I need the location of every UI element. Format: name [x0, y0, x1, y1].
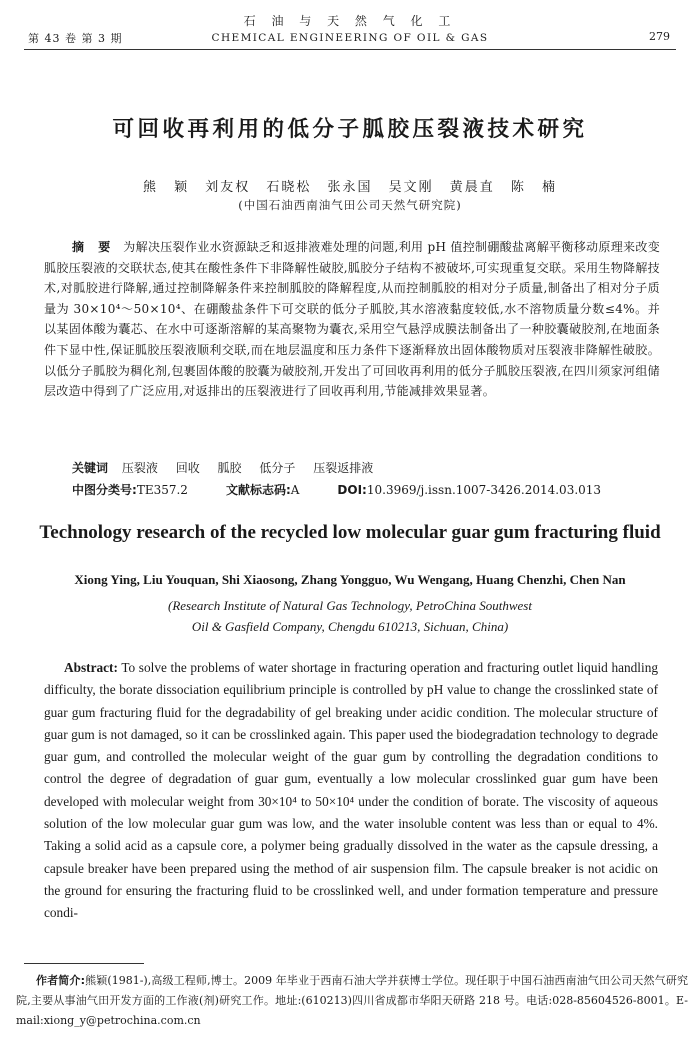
journal-name [0, 12, 700, 44]
abstract-cn-text: 为解决压裂作业水资源缺乏和返排液难处理的问题,利用 pH 值控制硼酸盐离解平衡移动原理来改变胍胶压裂液的交联状态,使其在酸性条件下非降解性破胶,胍胶分子结构不被破坏,可实现重复交联。采用生物降解技术,对胍胶进行降解,通过控制降解条件来控制胍胶的降解程度,从而控制胍胶的相对分子质量,制备出了相对分子质量为 30×10⁴～50×10⁴、在硼酸盐条件下可交联的低分子胍胶,其水溶液黏度较低,水不溶物质量分数≤4%。并以某固体酸为囊芯、在水中可逐渐溶解的某高聚物为囊衣,采用空气悬浮成膜法制备出了一种胶囊破胶剂,在地面条件下显中性,保证胍胶压裂液顺利交联,而在地层温度和压力条件下逐渐释放出固体酸物质对压裂液非降解性破胶。以低分子胍胶为稠化剂,包裹固体酸的胶囊为破胶剂,开发出了可回收再利用的低分子胍胶压裂液,在四川须家河组储层改造中得到了广泛应用,对返排出的压裂液进行了回收再利用,节能减排效果显著。 [44, 240, 660, 399]
doi-value: 10.3969/j.issn.1007-3426.2014.03.013 [366, 483, 602, 497]
clc-value: TE357.2 [136, 483, 188, 497]
doi-label: DOI: [337, 483, 367, 497]
author-list-cn: 熊 颖 刘友权 石晓松 张永国 吴文刚 黄晨直 陈 楠 [142, 180, 558, 195]
footnote-label: 作者简介: [36, 974, 85, 987]
journal-name-en: CHEMICAL ENGINEERING OF OIL & GAS [211, 32, 489, 44]
keyword-item: 胍胶 [217, 461, 242, 475]
affiliation-en-line1: (Research Institute of Natural Gas Technology, PetroChina Southwest [168, 598, 532, 613]
page-number: 279 [649, 30, 670, 43]
keyword-item: 压裂液 [121, 461, 158, 475]
abstract-cn-label: 摘 要 [72, 240, 116, 254]
keyword-item: 回收 [175, 461, 200, 475]
abstract-en-text: To solve the problems of water shortage in fracturing operation and fracturing outlet liquid handling difficulty, the borate dissociation equilibrium principle is controlled by pH value to change the crosslinked state of guar gum fracturing fluid for the degradability of gel breaking under acidic condition. The molecular structure of guar gum is not damaged, so it can be crosslinked again. This paper used the biodegradation technology to degrade guar gum, and controlled the molecular weight of the guar gum by controlling the degradation conditions to control the degree of degradation of guar gum, eventually a low molecular crosslinked guar gum have been developed with molecular weight from 30×10⁴ to 50×10⁴ under the condition of borate. The viscosity of aqueous solution of the low molecular guar gum was low, and the water insoluble content was less than or equal to 4%. Taking a solid acid as a capsule core, a polymer being gradually dissolved in the water as the capsule dressing, a capsule breaker have been prepared using the method of air suspension film. The capsule breaker is not acidic on the ground for ensuring the fracturing fluid to be crosslinked well, and under formation temperature and pressure condi- [44, 660, 658, 921]
abstract-cn [44, 237, 660, 402]
clc-label: 中图分类号: [72, 483, 137, 497]
volume-issue: 第 43 卷 第 3 期 [28, 32, 123, 45]
paper-title-cn: 可回收再利用的低分子胍胶压裂液技术研究 [112, 117, 588, 142]
affiliation-en [0, 595, 700, 637]
header-divider [24, 49, 676, 50]
affiliation-en-line2: Oil & Gasfield Company, Chengdu 610213, Sichuan, China) [191, 619, 509, 634]
keywords-cn [72, 459, 387, 476]
doc-code-label: 文献标志码: [225, 483, 291, 497]
classification-line [72, 481, 672, 498]
author-list-en: Xiong Ying, Liu Youquan, Shi Xiaosong, Zhang Yongguo, Wu Wengang, Huang Chenzhi, Chen Nan [74, 572, 626, 587]
paper-title-en: Technology research of the recycled low molecular guar gum fracturing fluid [39, 522, 661, 543]
author-footnote [16, 971, 688, 1031]
keywords-label: 关键词 [72, 461, 109, 475]
abstract-en-label: Abstract: [64, 660, 118, 675]
affiliation-cn: (中国石油西南油气田公司天然气研究院) [238, 198, 462, 212]
journal-name-cn: 石 油 与 天 然 气 化 工 [243, 14, 457, 28]
footnote-text: 熊颖(1981-),高级工程师,博士。2009 年毕业于西南石油大学并获博士学位。现任职于中国石油西南油气田公司天然气研究院,主要从事油气田开发方面的工作液(剂)研究工作。地址:(610213)四川省成都市华阳天研路 218 号。电话:028-85604526-8001。E-mail:xiong_y@petrochina.com.cn [16, 974, 688, 1027]
keyword-item: 低分子 [259, 461, 296, 475]
keyword-item: 压裂返排液 [313, 461, 374, 475]
abstract-en [44, 657, 658, 925]
footnote-divider [24, 963, 144, 964]
doc-code-value: A [290, 483, 300, 497]
